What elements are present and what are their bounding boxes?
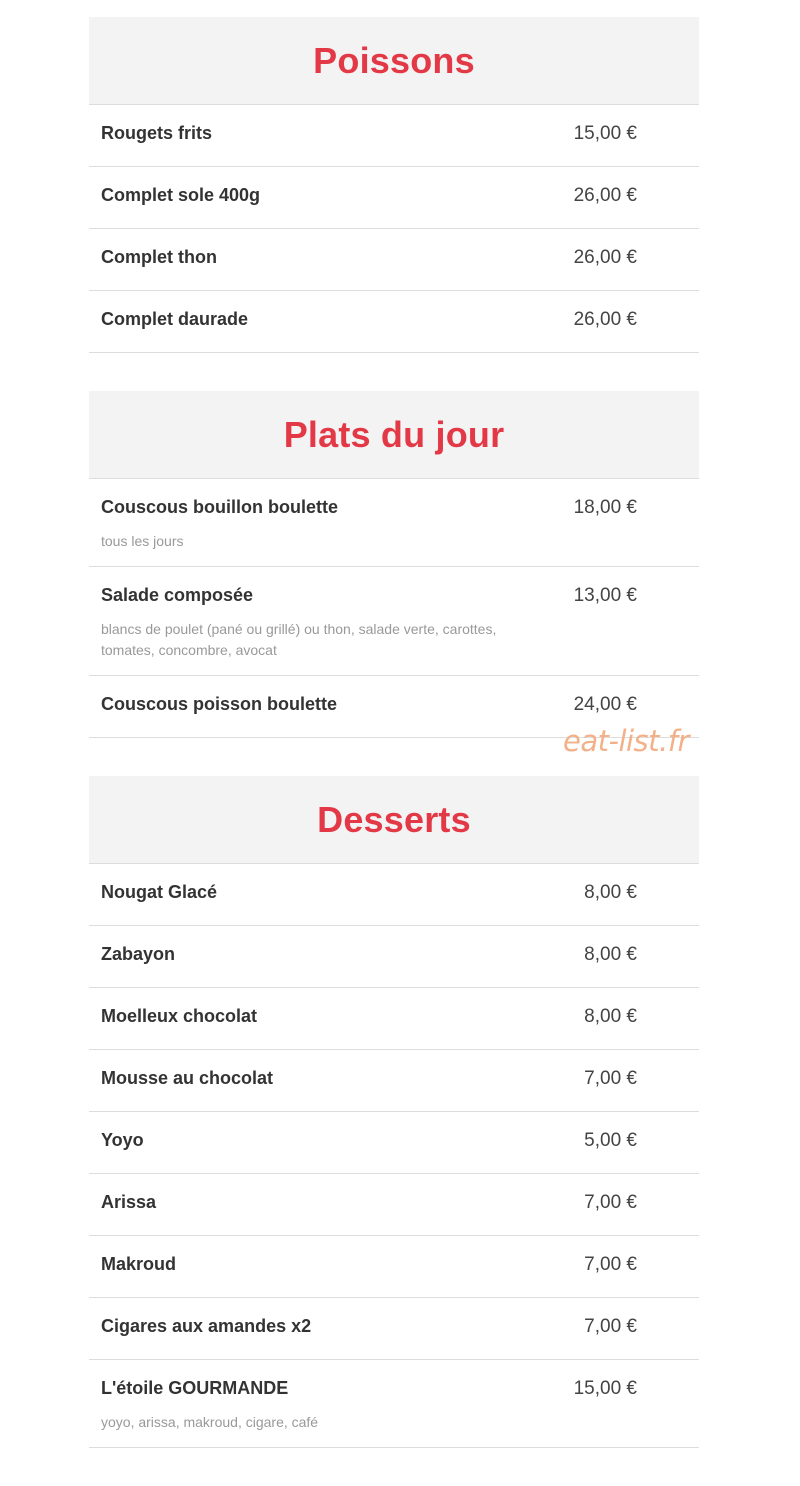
item-price: 5,00 € [584,1130,637,1151]
section-title: Desserts [317,798,471,840]
item-price: 7,00 € [584,1192,637,1213]
item-name: Couscous bouillon boulette [101,497,338,517]
item-description: yoyo, arissa, makroud, cigare, café [101,1414,319,1430]
item-price: 26,00 € [573,309,637,330]
item-price: 26,00 € [573,247,637,268]
item-name: Arissa [101,1192,157,1212]
item-description: tous les jours [101,533,184,549]
item-name: Cigares aux amandes x2 [101,1316,312,1336]
menu-item [89,1236,699,1298]
section-title: Plats du jour [283,413,505,455]
item-price: 24,00 € [573,694,637,715]
item-name: Couscous poisson boulette [101,694,338,714]
item-price: 7,00 € [584,1068,637,1089]
item-name: Makroud [101,1254,177,1274]
menu-item [89,167,699,229]
item-name: Zabayon [101,944,176,964]
menu-item [89,229,699,291]
section-title: Poissons [313,39,475,81]
item-description: blancs de poulet (pané ou grillé) ou thon, salade verte, carottes, tomates, concombre, avocat [101,621,497,658]
section-poissons [89,17,699,353]
menu-item [89,864,699,926]
item-name: Complet sole 400g [101,185,261,205]
item-name: Mousse au chocolat [101,1068,274,1088]
item-name: Complet daurade [101,309,249,329]
section-header [89,776,699,864]
menu-item [89,567,699,676]
item-price: 7,00 € [584,1254,637,1275]
section-plats-du-jour [89,391,699,738]
item-price: 8,00 € [584,882,637,903]
item-name: Moelleux chocolat [101,1006,258,1026]
menu-item [89,1360,699,1448]
section-header [89,391,699,479]
menu-item [89,926,699,988]
item-name: Salade composée [101,585,254,605]
menu-item [89,1112,699,1174]
item-price: 8,00 € [584,944,637,965]
item-price: 7,00 € [584,1316,637,1337]
item-price: 26,00 € [573,185,637,206]
menu-item [89,105,699,167]
menu-item [89,291,699,353]
menu-item [89,988,699,1050]
item-price: 15,00 € [573,123,637,144]
menu-item [89,1298,699,1360]
menu-item [89,1174,699,1236]
item-name: Complet thon [101,247,217,267]
item-price: 13,00 € [573,585,637,606]
item-name: Rougets frits [101,123,213,143]
menu-item [89,1050,699,1112]
section-header [89,17,699,105]
menu-item [89,479,699,567]
item-price: 8,00 € [584,1006,637,1027]
watermark: eat-list.fr [563,724,689,758]
item-name: Yoyo [101,1130,144,1150]
item-name: L'étoile GOURMANDE [101,1378,289,1398]
section-desserts [89,776,699,1448]
item-price: 15,00 € [573,1378,637,1399]
item-price: 18,00 € [573,497,637,518]
item-name: Nougat Glacé [101,882,218,902]
